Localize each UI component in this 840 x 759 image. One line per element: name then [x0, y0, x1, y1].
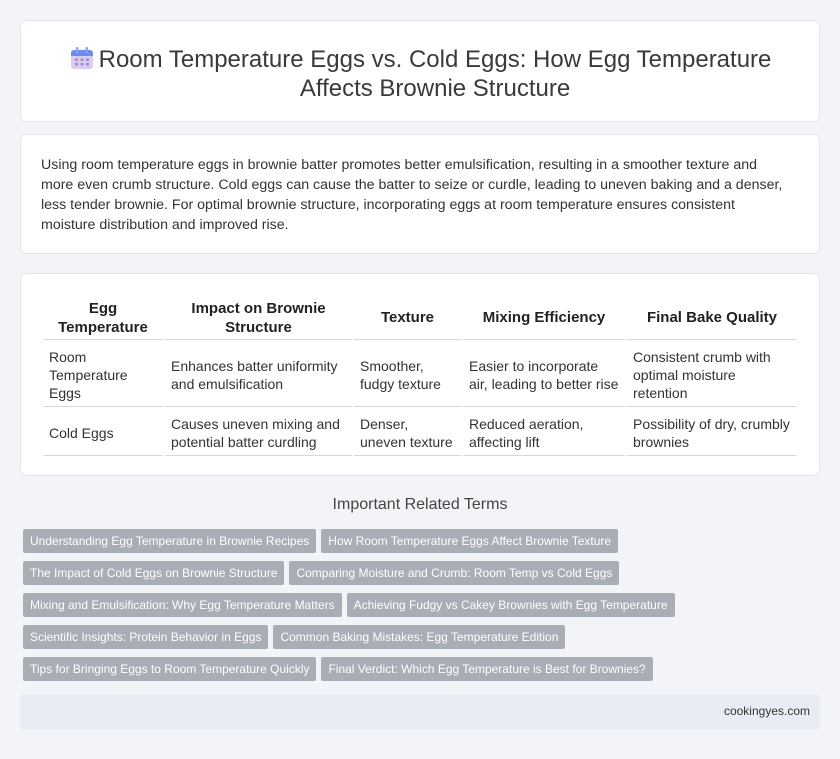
comparison-table: [41, 292, 799, 458]
table-cell: Easier to incorporate air, leading to better rise: [463, 342, 625, 407]
table-cell: Reduced aeration, affecting lift: [463, 409, 625, 456]
comparison-table-card: [20, 273, 820, 476]
table-header: Egg Temperature: [43, 294, 163, 340]
related-term-tag[interactable]: Final Verdict: Which Egg Temperature is Best for Brownies?: [321, 657, 652, 681]
table-cell: Cold Eggs: [43, 409, 163, 456]
title-card: [20, 20, 820, 122]
related-terms-heading: Important Related Terms: [332, 496, 508, 513]
related-term-tag[interactable]: Achieving Fudgy vs Cakey Brownies with Egg Temperature: [347, 593, 675, 617]
related-term-tag[interactable]: Comparing Moisture and Crumb: Room Temp vs Cold Eggs: [289, 561, 619, 585]
table-cell: Possibility of dry, crumbly brownies: [627, 409, 797, 456]
related-term-tag[interactable]: Mixing and Emulsification: Why Egg Temperature Matters: [23, 593, 342, 617]
table-cell: Consistent crumb with optimal moisture retention: [627, 342, 797, 407]
table-header-row: [43, 294, 797, 340]
footer-site-link[interactable]: cookingyes.com: [723, 704, 810, 718]
related-term-tag[interactable]: Understanding Egg Temperature in Brownie Recipes: [23, 529, 316, 553]
table-cell: Smoother, fudgy texture: [354, 342, 461, 407]
table-header: Impact on Brownie Structure: [165, 294, 352, 340]
related-term-tag[interactable]: Tips for Bringing Eggs to Room Temperature Quickly: [23, 657, 316, 681]
table-row: [43, 342, 797, 407]
page-title: Room Temperature Eggs vs. Cold Eggs: How Egg Temperature Affects Brownie Structure: [98, 46, 772, 102]
tag-row: [23, 593, 680, 617]
tag-row: [23, 625, 570, 649]
table-cell: Denser, uneven texture: [354, 409, 461, 456]
related-term-tag[interactable]: How Room Temperature Eggs Affect Brownie Texture: [321, 529, 618, 553]
table-header: Mixing Efficiency: [463, 294, 625, 340]
intro-card: [20, 134, 820, 254]
tag-row: [23, 529, 623, 553]
tag-row: [23, 657, 658, 681]
table-cell: Causes uneven mixing and potential batter curdling: [165, 409, 352, 456]
related-term-tag[interactable]: Scientific Insights: Protein Behavior in Eggs: [23, 625, 268, 649]
table-header: Texture: [354, 294, 461, 340]
intro-paragraph: Using room temperature eggs in brownie batter promotes better emulsification, resulting in a smoother texture and more even crumb structure. Cold eggs can cause the batter to seize or curdle, leading to uneven baking and a denser, less tender brownie. For optimal brownie structure, incorporating eggs at room temperature ensures consistent moisture distribution and improved rise.: [41, 157, 783, 233]
related-term-tag[interactable]: The Impact of Cold Eggs on Brownie Structure: [23, 561, 284, 585]
related-term-tag[interactable]: Common Baking Mistakes: Egg Temperature Edition: [273, 625, 565, 649]
table-header: Final Bake Quality: [627, 294, 797, 340]
tag-row: [23, 561, 624, 585]
table-cell: Enhances batter uniformity and emulsification: [165, 342, 352, 407]
footer: [20, 695, 820, 729]
table-row: [43, 409, 797, 456]
table-cell: Room Temperature Eggs: [43, 342, 163, 407]
